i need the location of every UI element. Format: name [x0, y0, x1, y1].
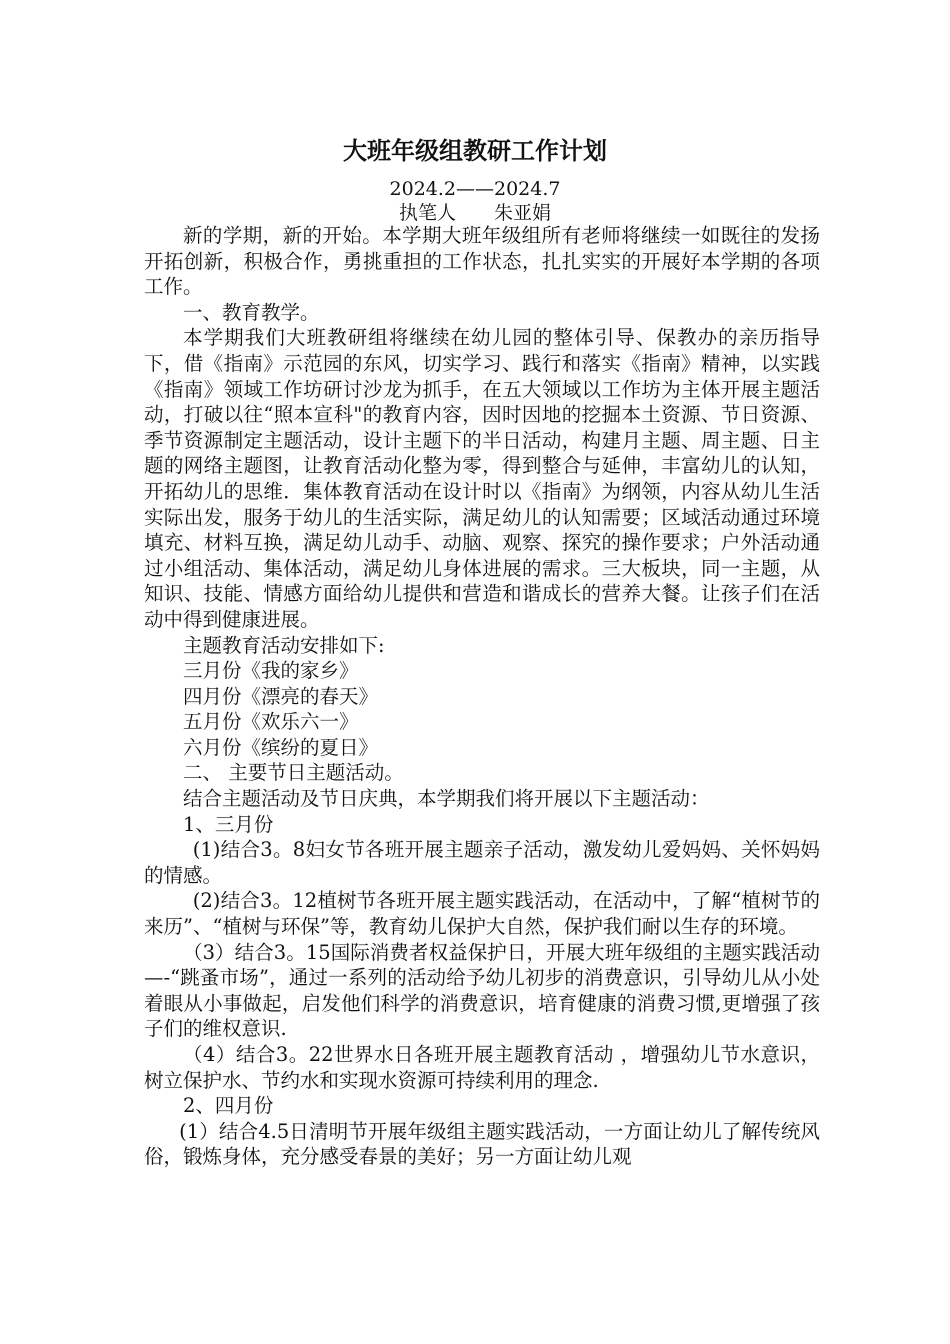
march-item-3: （3）结合3。15国际消费者权益保护日，开展大班年级组的主题实践活动—-“跳蚤市场”，通过一系列的活动给予幼儿初步的消费意识，引导幼儿从小处着眼从小事做起，启发他们科学的消费意识，培育健康的消费习惯,更增强了孩子们的维权意识.: [144, 940, 820, 1041]
document-title: 大班年级组教研工作计划: [343, 137, 607, 165]
document-body: [144, 223, 820, 1170]
theme-april: 四月份《漂亮的春天》: [183, 684, 379, 708]
month-heading-march: 1、三月份: [183, 812, 274, 836]
date-range: 2024.2——2024.7: [389, 178, 561, 200]
theme-schedule-heading: 主题教育活动安排如下:: [183, 633, 385, 657]
theme-march: 三月份《我的家乡》: [183, 659, 359, 683]
education-paragraph: 本学期我们大班教研组将继续在幼儿园的整体引导、保教办的亲历指导下，借《指南》示范园的东风，切实学习、践行和落实《指南》精神，以实践《指南》领域工作坊研讨沙龙为抓手，在五大领域以工作坊为主体开展主题活动，打破以往“照本宣科"的教育内容，因时因地的挖掘本土资源、节日资源、季节资源制定主题活动，设计主题下的半日活动，构建月主题、周主题、日主题的网络主题图，让教育活动化整为零，得到整合与延伸，丰富幼儿的认知，开拓幼儿的思维．集体教育活动在设计时以《指南》为纲领，内容从幼儿生活实际出发，服务于幼儿的生活实际，满足幼儿的认知需要；区域活动通过环境填充、材料互换，满足幼儿动手、动脑、观察、探究的操作要求；户外活动通过小组活动、集体活动，满足幼儿身体进展的需求。三大板块，同一主题，从知识、技能、情感方面给幼儿提供和营造和谐成长的营养大餐。让孩子们在活动中得到健康进展。: [144, 326, 820, 631]
march-item-1: (1)结合3。8妇女节各班开展主题亲子活动，激发幼儿爱妈妈、关怀妈妈的情感。: [144, 838, 820, 887]
section-heading-festivals: 二、 主要节日主题活动。: [183, 761, 404, 785]
section-heading-education: 一、教育教学。: [183, 300, 320, 324]
march-item-4: （4）结合3。22世界水日各班开展主题教育活动 ，增强幼儿节水意识，树立保护水、节约水和实现水资源可持续利用的理念.: [144, 1043, 820, 1092]
intro-paragraph: 新的学期，新的开始。本学期大班年级组所有老师将继续一如既往的发扬开拓创新，积极合作，勇挑重担的工作状态，扎扎实实的开展好本学期的各项工作。: [144, 224, 820, 299]
month-heading-april: 2、四月份: [183, 1094, 274, 1118]
theme-may: 五月份《欢乐六一》: [183, 710, 359, 734]
theme-june: 六月份《缤纷的夏日》: [183, 735, 379, 759]
march-item-2: (2)结合3。12植树节各班开展主题实践活动，在活动中，了解“植树节的来历”、“植树与环保”等，教育幼儿保护大自然，保护我们耐以生存的环境。: [144, 889, 820, 939]
festivals-intro: 结合主题活动及节日庆典，本学期我们将开展以下主题活动：: [183, 787, 710, 811]
author-line: 执笔人 朱亚娟: [398, 202, 551, 224]
april-item-1: (1）结合4.5日清明节开展年级组主题实践活动，一方面让幼儿了解传统风俗，锻炼身体，充分感受春景的美好；另一方面让幼儿观: [144, 1119, 820, 1169]
